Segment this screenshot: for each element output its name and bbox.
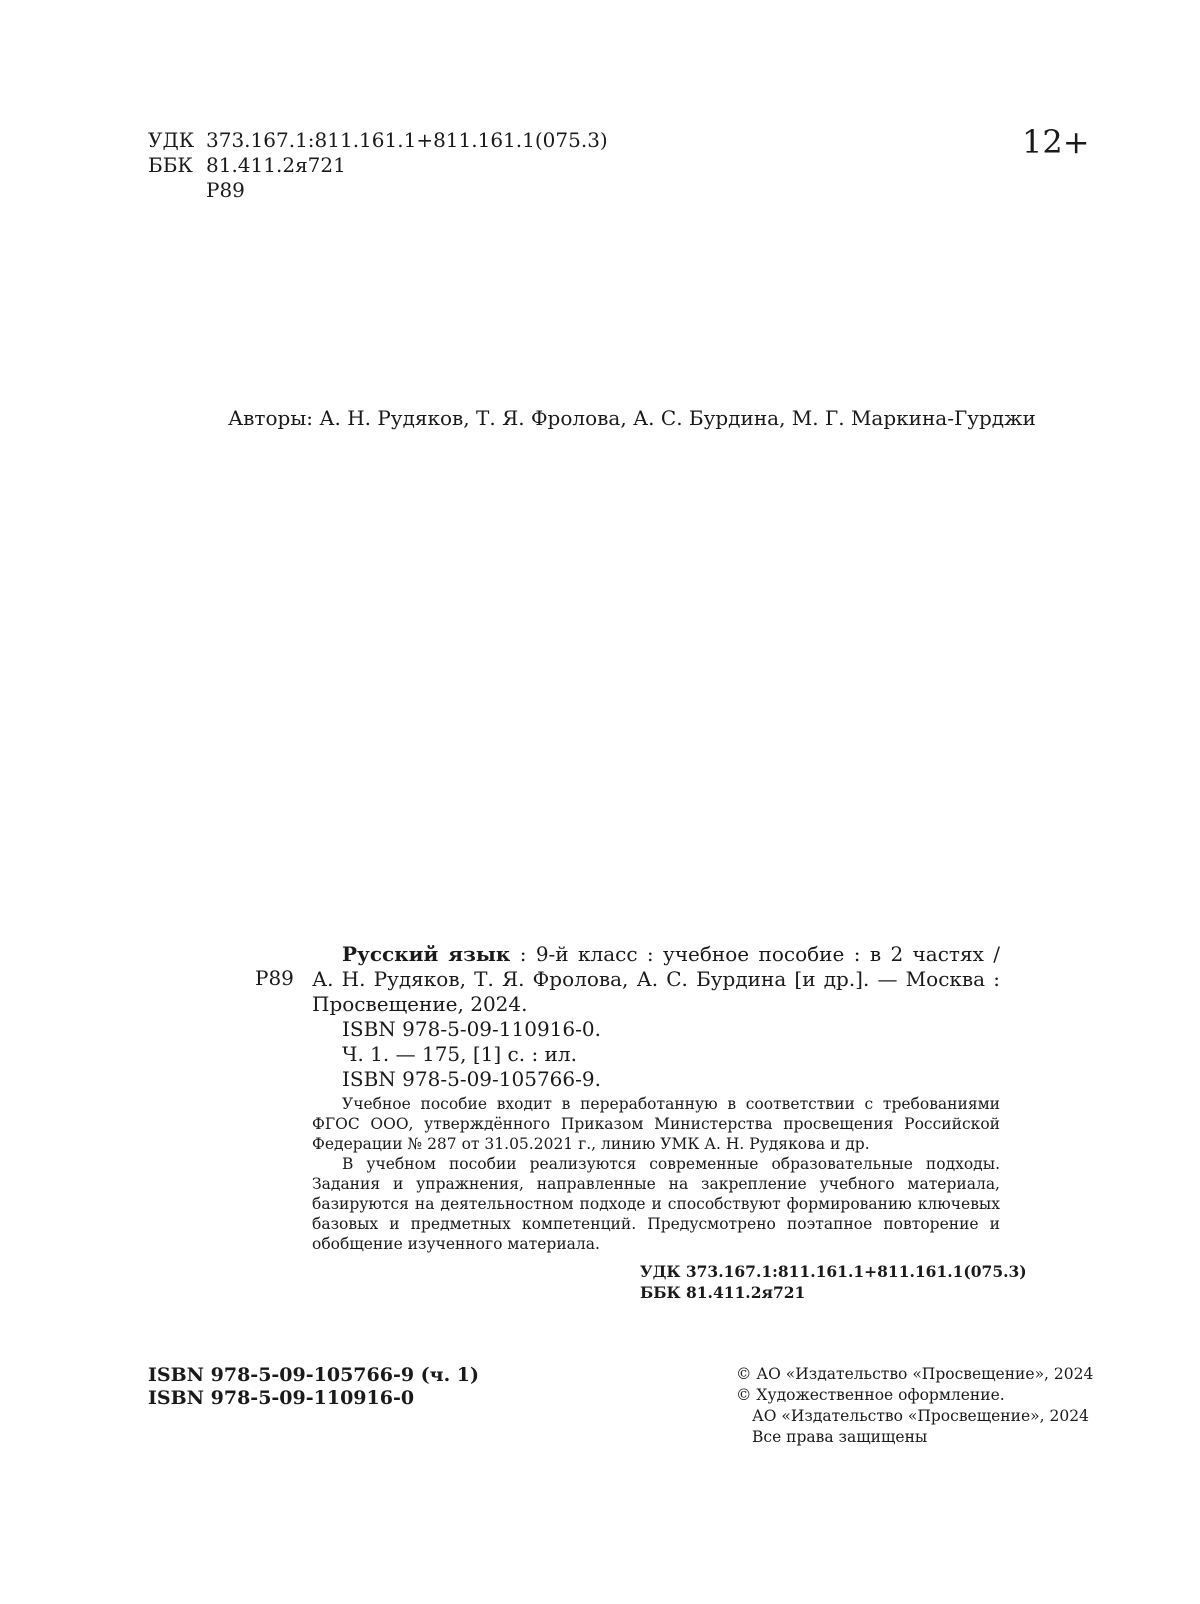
age-rating: 12+ [1022,123,1090,161]
card-isbn-part: ISBN 978-5-09-105766-9. [342,1067,601,1091]
author-mark-row [148,178,608,203]
copyright-line-3: АО «Издательство «Просвещение», 2024 [752,1407,1089,1425]
classification-block [148,128,608,203]
udk-row [148,128,608,153]
udk-label: УДК [148,128,195,152]
catalog-card [312,942,1027,1303]
annotation-paragraph-2: В учебном пособии реализуются современные образовательные подходы. Задания и упражнения, направленные на закрепление учебного материала, базируются на деятельностном подходе и способствуют формированию ключевых базовых и предметных компетенций. Предусмотрено поэтапное повторение и обобщение изученного материала. [312,1155,1000,1253]
card-publisher-line: Просвещение, 2024. [312,992,528,1016]
isbn-footer-line-1: ISBN 978-5-09-105766-9 (ч. 1) [148,1364,480,1386]
copyright-line-4: Все права защищены [752,1428,928,1446]
catalog-author-mark: Р89 [255,966,294,990]
copyright-line-1: © АО «Издательство «Просвещение», 2024 [736,1365,1094,1383]
card-part-info: Ч. 1. — 175, [1] с. : ил. [342,1042,577,1066]
copyright-block [736,1364,1093,1448]
udk-value: 373.167.1:811.161.1+811.161.1(075.3) [206,128,608,152]
card-title-line [312,942,1000,967]
isbn-footer-line-2: ISBN 978-5-09-110916-0 [148,1387,415,1409]
authors-line: Авторы: А. Н. Рудяков, Т. Я. Фролова, А. С. Бурдина, М. Г. Маркина-Гурджи [228,406,1036,430]
card-title: Русский язык [342,942,511,966]
isbn-footer [148,1364,479,1410]
copyright-line-2: © Художественное оформление. [736,1386,1005,1404]
bbk-row [148,153,608,178]
card-title-rest: : 9-й класс : учебное пособие : в 2 частях / [510,942,1000,966]
card-annotation [312,1094,1000,1254]
bbk-label: ББК [148,153,193,177]
card-udk: УДК 373.167.1:811.161.1+811.161.1(075.3) [640,1262,1027,1281]
bbk-value: 81.411.2я721 [206,153,346,177]
annotation-paragraph-1: Учебное пособие входит в переработанную в соответствии с требованиями ФГОС ООО, утверждённого Приказом Министерства просвещения Российской Федерации № 287 от 31.05.2021 г., линию УМК А. Н. Рудякова и др. [312,1095,1000,1153]
author-mark: Р89 [206,178,245,202]
card-isbn-general: ISBN 978-5-09-110916-0. [342,1017,601,1041]
card-classification [312,1261,1027,1303]
card-authors-line: А. Н. Рудяков, Т. Я. Фролова, А. С. Бурдина [и др.]. — Москва : [312,967,1000,991]
card-bbk: ББК 81.411.2я721 [640,1283,806,1302]
